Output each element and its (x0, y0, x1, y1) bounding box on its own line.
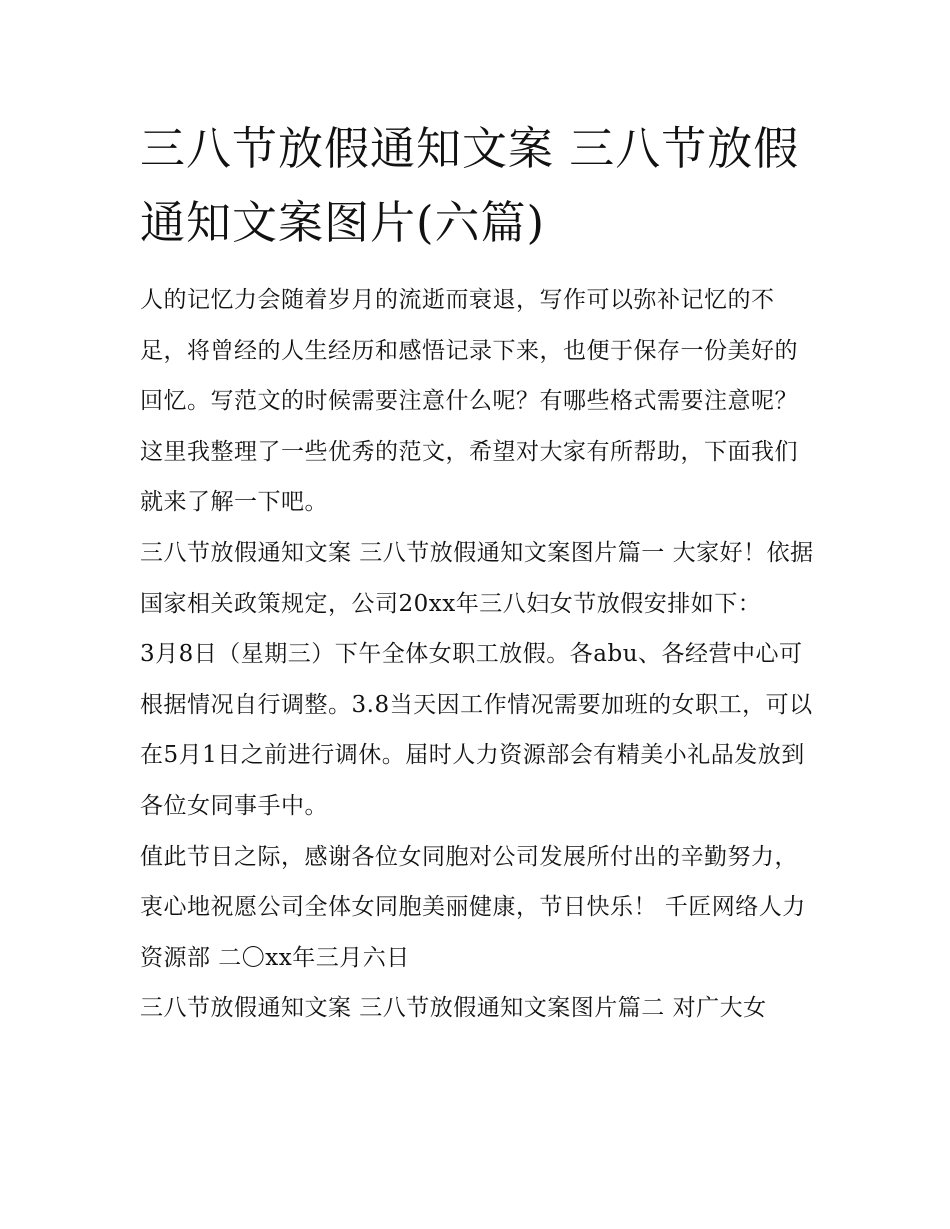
paragraph-greeting: 值此节日之际，感谢各位女同胞对公司发展所付出的辛勤努力，衷心地祝愿公司全体女同胞美丽健康，节日快乐！ 千匠网络人力资源部 二〇xx年三月六日 (140, 843, 806, 971)
paragraph-notice-one: 三八节放假通知文案 三八节放假通知文案图片篇一 大家好！依据国家相关政策规定，公司20xx年三八妇女节放假安排如下： (140, 539, 814, 617)
document-body (140, 275, 820, 1034)
document-title: 三八节放假通知文案 三八节放假通知文案图片(六篇) (140, 122, 800, 249)
paragraph-schedule: 3月8日（星期三）下午全体女职工放假。各abu、各经营中心可根据情况自行调整。3.8当天因工作情况需要加班的女职工，可以在5月1日之前进行调休。届时人力资源部会有精美小礼品发放到各位女同事手中。 (140, 641, 813, 819)
paragraph-intro: 人的记忆力会随着岁月的流逝而衰退，写作可以弥补记忆的不足，将曾经的人生经历和感悟记录下来，也便于保存一份美好的回忆。写范文的时候需要注意什么呢？有哪些格式需要注意呢？这里我整理了一些优秀的范文，希望对大家有所帮助，下面我们就来了解一下吧。 (140, 287, 798, 516)
paragraph-notice-two: 三八节放假通知文案 三八节放假通知文案图片篇二 对广大女 (140, 995, 767, 1022)
